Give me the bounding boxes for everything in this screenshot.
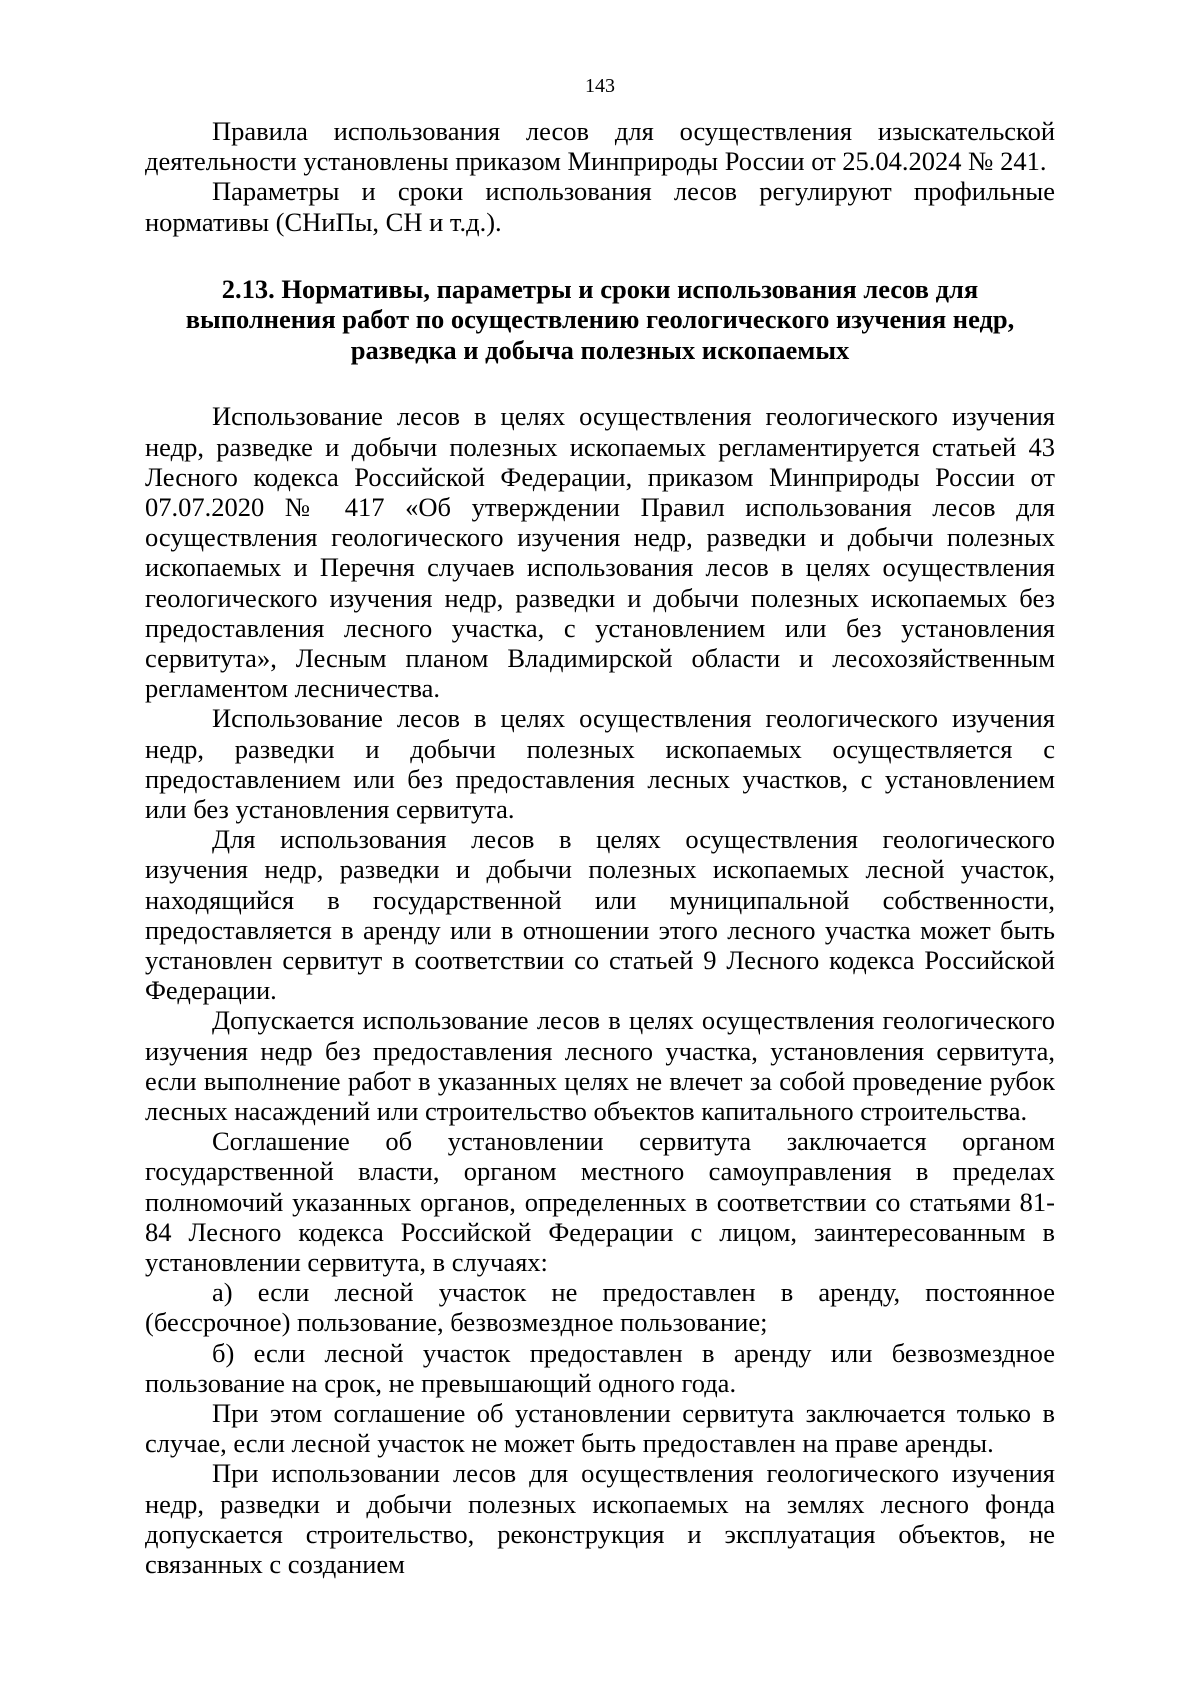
page-number: 143 xyxy=(585,75,615,97)
intro-paragraph-2: Параметры и сроки использования лесов регулируют профильные нормативы (СНиПы, СН и т.д.). xyxy=(145,176,1055,237)
intro-paragraph-1: Правила использования лесов для осуществления изыскательской деятельности установлены приказом Минприроды России от 25.04.2024 № 241. xyxy=(145,116,1055,177)
body-paragraph-1: Использование лесов в целях осуществления геологического изучения недр, разведке и добычи полезных ископаемых регламентируется статьей 43 Лесного кодекса Российской Федерации, приказом Минприроды России от 07.07.2020 № 417 «Об утверждении Правил использования лесов для осуществления геологического изучения недр, разведки и добычи полезных ископаемых и Перечня случаев использования лесов в целях осуществления геологического изучения недр, разведки и добычи полезных ископаемых без предоставления лесного участка, с установлением или без установления сервитута», Лесным планом Владимирской области и лесохозяйственным регламентом лесничества. xyxy=(145,401,1055,704)
page-content xyxy=(145,116,1055,1579)
body-paragraph-5: Соглашение об установлении сервитута заключается органом государственной власти, органом местного самоуправления в пределах полномочий указанных органов, определенных в соответствии со статьями 81-84 Лесного кодекса Российской Федерации с лицом, заинтересованным в установлении сервитута, в случаях: xyxy=(145,1126,1055,1277)
body-paragraph-3: Для использования лесов в целях осуществления геологического изучения недр, разведки и добычи полезных ископаемых лесной участок, находящийся в государственной или муниципальной собственности, предоставляется в аренду или в отношении этого лесного участка может быть установлен сервитут в соответствии со статьей 9 Лесного кодекса Российской Федерации. xyxy=(145,824,1055,1006)
section-heading: 2.13. Нормативы, параметры и сроки использования лесов для выполнения работ по осуществлению геологического изучения недр, разведка и добыча полезных ископаемых xyxy=(185,273,1015,365)
body-paragraph-7: При использовании лесов для осуществления геологического изучения недр, разведки и добычи полезных ископаемых на землях лесного фонда допускается строительство, реконструкция и эксплуатация объектов, не связанных с созданием xyxy=(145,1458,1055,1580)
list-item-b: б) если лесной участок предоставлен в аренду или безвозмездное пользование на срок, не превышающий одного года. xyxy=(145,1337,1055,1398)
body-paragraph-2: Использование лесов в целях осуществления геологического изучения недр, разведки и добычи полезных ископаемых осуществляется с предоставлением или без предоставления лесных участков, с установлением или без установления сервитута. xyxy=(145,703,1055,824)
list-item-a: а) если лесной участок не предоставлен в аренду, постоянное (бессрочное) пользование, безвозмездное пользование; xyxy=(145,1277,1055,1338)
body-paragraph-6: При этом соглашение об установлении сервитута заключается только в случае, если лесной участок не может быть предоставлен на праве аренды. xyxy=(145,1398,1055,1459)
body-paragraph-4: Допускается использование лесов в целях осуществления геологического изучения недр без предоставления лесного участка, установления сервитута, если выполнение работ в указанных целях не влечет за собой проведение рубок лесных насаждений или строительство объектов капитального строительства. xyxy=(145,1005,1055,1126)
